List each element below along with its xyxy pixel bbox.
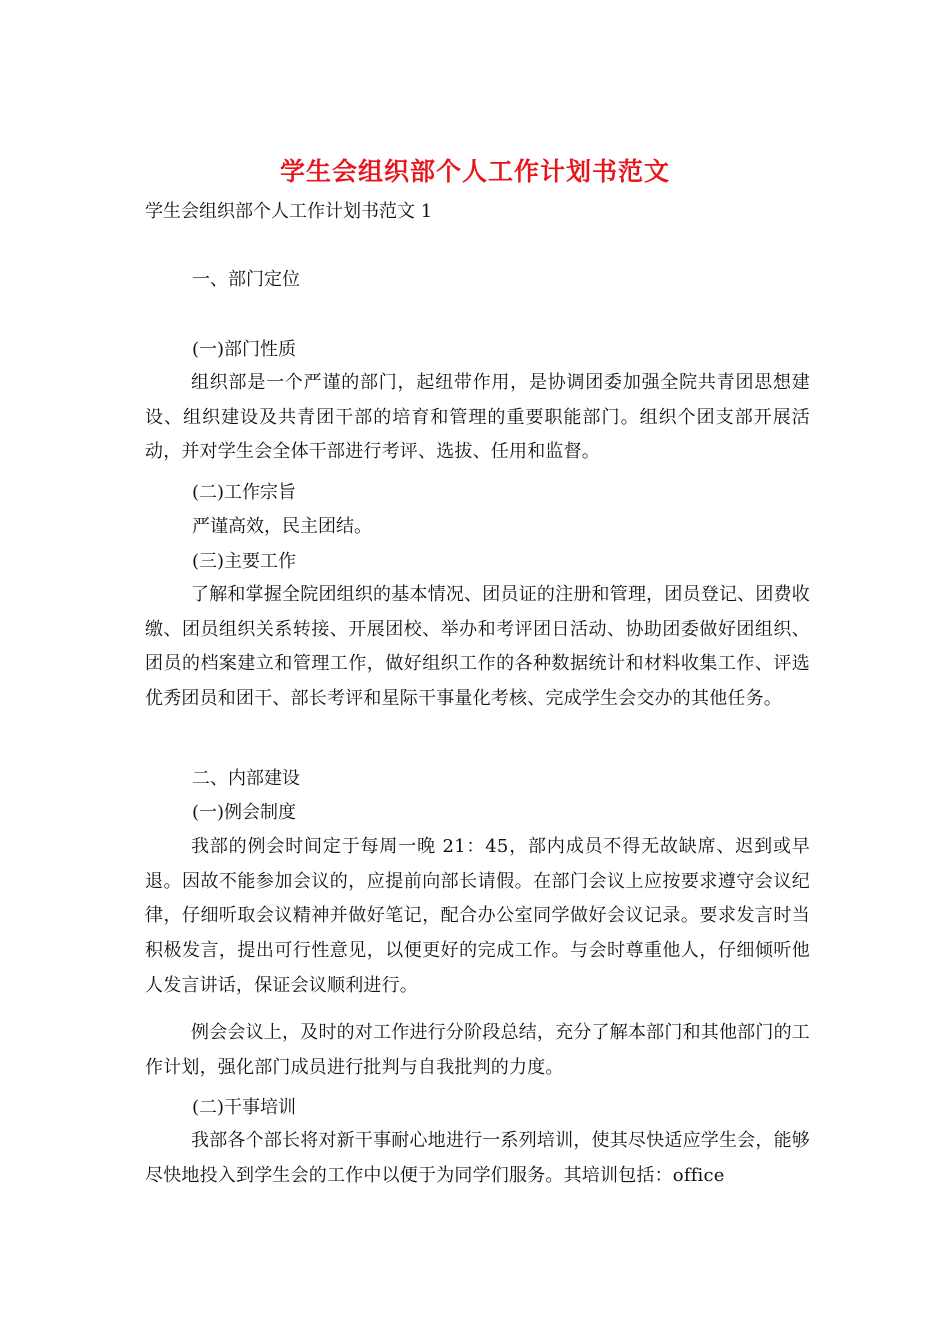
paragraph-main-work: 了解和掌握全院团组织的基本情况、团员证的注册和管理，团员登记、团费收缴、团员组织关系转接、开展团校、举办和考评团日活动、协助团委做好团组织、团员的档案建立和管理工作，做好组织工作的各种数据统计和材料收集工作、评选优秀团员和团干、部长考评和星际干事量化考核、完成学生会交办的其他任务。 bbox=[145, 584, 810, 710]
subsection-heading-work-purpose: (二)工作宗旨 bbox=[192, 482, 297, 503]
paragraph-meeting-summary: 例会会议上，及时的对工作进行分阶段总结，充分了解本部门和其他部门的工作计划，强化部门成员进行批判与自我批判的力度。 bbox=[145, 1022, 810, 1078]
subsection-heading-department-nature: (一)部门性质 bbox=[192, 339, 297, 360]
paragraph-work-purpose: 严谨高效，民主团结。 bbox=[192, 516, 372, 537]
paragraph-department-nature: 组织部是一个严谨的部门，起纽带作用，是协调团委加强全院共青团思想建设、组织建设及共青团干部的培育和管理的重要职能部门。组织个团支部开展活动，并对学生会全体干部进行考评、选拔、任用和监督。 bbox=[145, 372, 810, 463]
paragraph-meeting-system: 我部的例会时间定于每周一晚 21：45，部内成员不得无故缺席、迟到或早退。因故不能参加会议的，应提前向部长请假。在部门会议上应按要求遵守会议纪律，仔细听取会议精神并做好笔记，配合办公室同学做好会议记录。要求发言时当积极发言，提出可行性意见，以便更好的完成工作。与会时尊重他人，仔细倾听他人发言讲话，保证会议顺利进行。 bbox=[145, 836, 810, 996]
section-heading-department-positioning: 一、部门定位 bbox=[192, 269, 300, 290]
subsection-heading-main-work: (三)主要工作 bbox=[192, 551, 297, 572]
subsection-heading-staff-training: (二)干事培训 bbox=[192, 1097, 297, 1118]
subsection-heading-meeting-system: (一)例会制度 bbox=[192, 802, 297, 823]
section-heading-internal-construction: 二、内部建设 bbox=[192, 768, 300, 789]
document-subtitle: 学生会组织部个人工作计划书范文 1 bbox=[145, 201, 433, 222]
paragraph-staff-training: 我部各个部长将对新干事耐心地进行一系列培训，使其尽快适应学生会，能够尽快地投入到学生会的工作中以便于为同学们服务。其培训包括：office bbox=[145, 1130, 810, 1186]
document-title: 学生会组织部个人工作计划书范文 bbox=[279, 157, 670, 186]
